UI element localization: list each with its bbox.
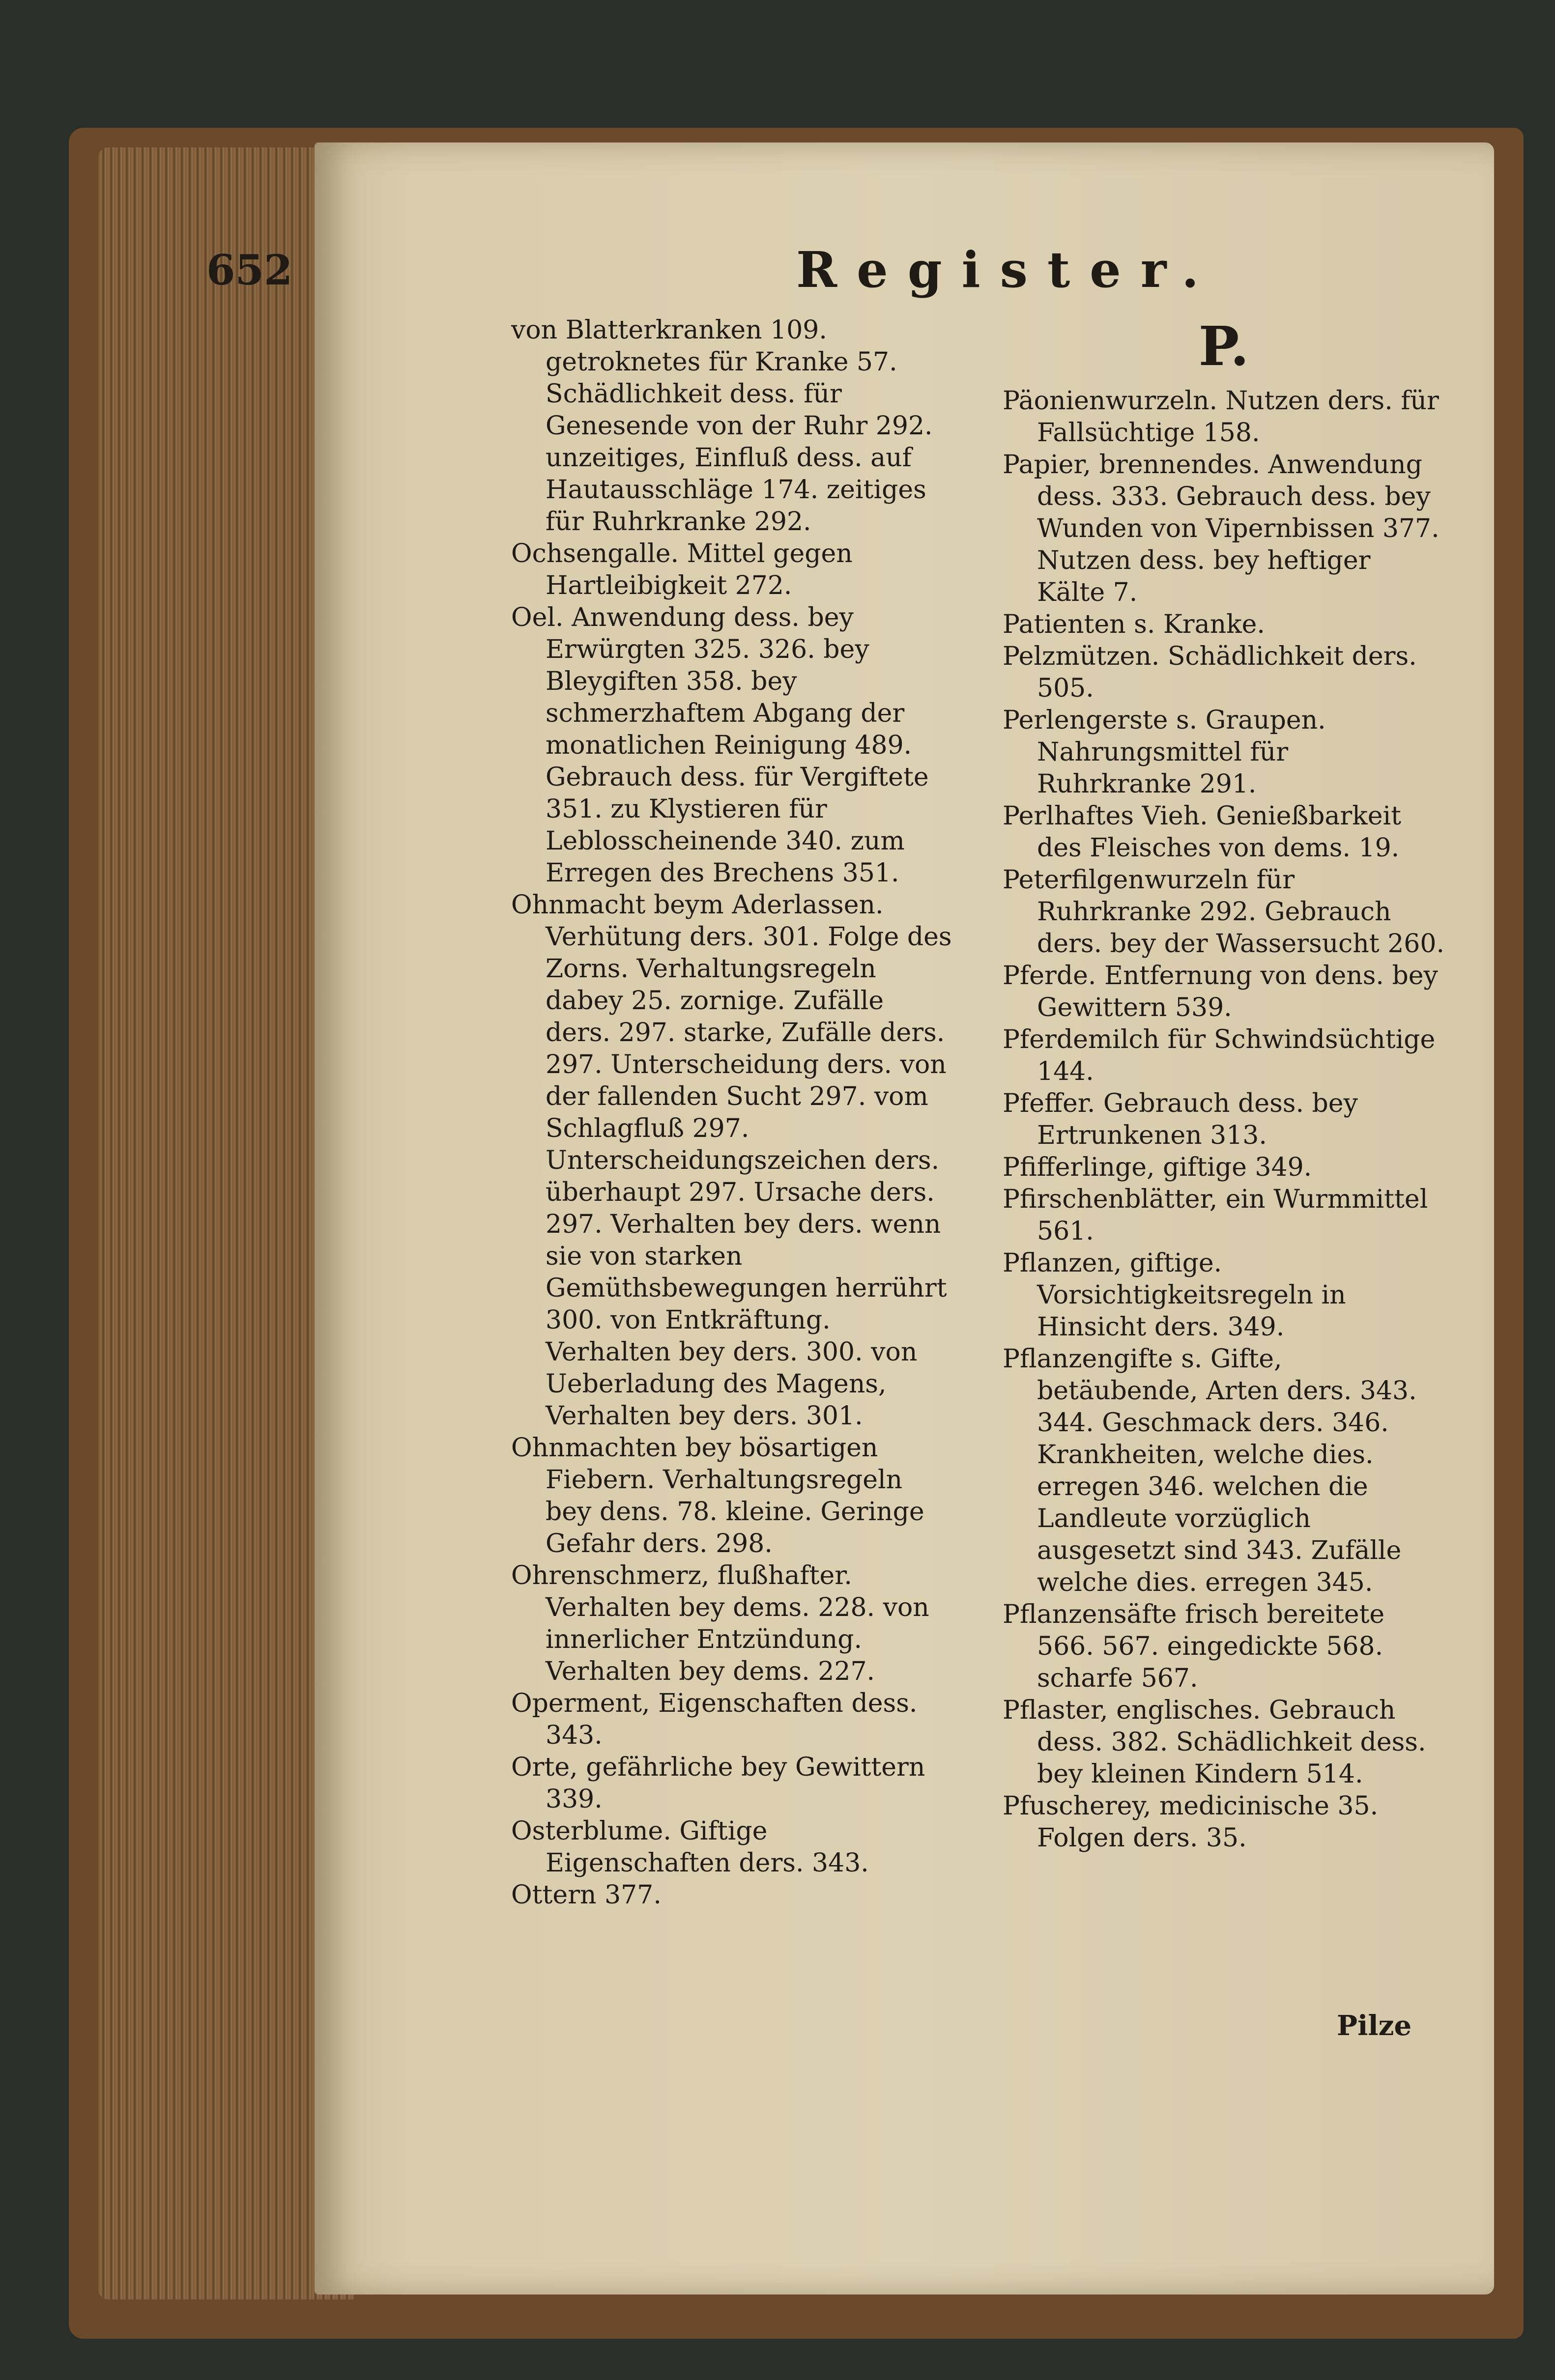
catchword: Pilze (1337, 2010, 1412, 2042)
index-entry: Pfeffer. Gebrauch dess. bey Ertrunkenen 313. (1003, 1089, 1358, 1150)
index-entry: Patienten s. Kranke. (1003, 610, 1265, 639)
index-entry: Orte, gefährliche bey Gewittern 339. (511, 1753, 925, 1814)
running-head: Register. (796, 241, 1219, 299)
index-entry: Pfirschenblätter, ein Wurmmittel 561. (1003, 1185, 1428, 1246)
index-entry: Pflaster, englisches. Gebrauch dess. 382. Schädlichkeit dess. bey kleinen Kindern 514. (1003, 1696, 1426, 1789)
index-entry: Operment, Eigenschaften dess. 343. (511, 1689, 918, 1750)
index-entry: Pfuscherey, medicinische 35. Folgen ders. 35. (1003, 1791, 1379, 1853)
index-entry: Perlengerste s. Graupen. Nahrungsmittel für Ruhrkranke 291. (1003, 706, 1326, 799)
index-entry: Pflanzen, giftige. Vorsichtigkeitsregeln in Hinsicht ders. 349. (1003, 1248, 1346, 1342)
index-entry: Peterfilgenwurzeln für Ruhrkranke 292. Gebrauch ders. bey der Wassersucht 260. (1003, 865, 1445, 959)
page-header (197, 236, 1425, 305)
index-entry: Pflanzensäfte frisch bereitete 566. 567. eingedickte 568. scharfe 567. (1003, 1600, 1385, 1693)
index-entry: Osterblume. Giftige Eigenschaften ders. 343. (511, 1816, 869, 1878)
index-entry: Ottern 377. (511, 1880, 662, 1910)
left-column (511, 314, 953, 1911)
index-entry: Oel. Anwendung dess. bey Erwürgten 325. 326. bey Bleygiften 358. bey schmerzhaftem Abgang der monatlichen Reinigung 489. Gebrauch dess. für Vergiftete 351. zu Klystieren für Leblosscheinende 340. zum Erregen des Brechens 351. (511, 603, 929, 888)
index-entry: Ohrenschmerz, flußhafter. Verhalten bey dems. 228. von innerlicher Entzündung. Verhalten bey dems. 227. (511, 1561, 929, 1686)
index-entry: Pelzmützen. Schädlichkeit ders. 505. (1003, 642, 1417, 703)
page-number: 652 (206, 246, 293, 294)
index-entry: Pferde. Entfernung von dens. bey Gewittern 539. (1003, 961, 1438, 1022)
index-entry: Perlhaftes Vieh. Genießbarkeit des Fleisches von dems. 19. (1003, 801, 1402, 863)
index-entry: Papier, brennendes. Anwendung dess. 333. Gebrauch dess. bey Wunden von Vipernbissen 377. Nutzen dess. bey heftiger Kälte 7. (1003, 450, 1440, 607)
right-column (1003, 314, 1445, 1854)
index-entry: Pferdemilch für Schwindsüchtige 144. (1003, 1025, 1436, 1086)
index-entry: Pflanzengifte s. Gifte, betäubende, Arten ders. 343. 344. Geschmack ders. 346. Krankheiten, welche dies. erregen 346. welchen die Landleute vorzüglich ausgesetzt sind 343. Zufälle welche dies. erregen 345. (1003, 1344, 1417, 1597)
index-entry: Ohnmachten bey bösartigen Fiebern. Verhaltungsregeln bey dens. 78. kleine. Geringe Gefahr ders. 298. (511, 1433, 924, 1558)
letter-heading: P. (1198, 314, 1249, 378)
index-entry: Ohnmacht beym Aderlassen. Verhütung ders. 301. Folge des Zorns. Verhaltungsregeln dabey 25. zornige. Zufälle ders. 297. starke, Zufälle ders. 297. Unterscheidung ders. von der fallenden Sucht 297. vom Schlagfluß 297. Unterscheidungszeichen ders. überhaupt 297. Ursache ders. 297. Verhalten bey ders. wenn sie von starken Gemüthsbewegungen herrührt 300. von Entkräftung. Verhalten bey ders. 300. von Ueberladung des Magens, Verhalten bey ders. 301. (511, 890, 952, 1431)
index-entry: Päonienwurzeln. Nutzen ders. für Fallsüchtige 158. (1003, 386, 1439, 448)
index-entry: Ochsengalle. Mittel gegen Hartleibigkeit 272. (511, 539, 853, 600)
index-entry: von Blatterkranken 109. getroknetes für Kranke 57. Schädlichkeit dess. für Genesende von der Ruhr 292. unzeitiges, Einfluß dess. auf Hautausschläge 174. zeitiges für Ruhrkranke 292. (511, 315, 933, 537)
index-entry: Pfifferlinge, giftige 349. (1003, 1153, 1312, 1182)
